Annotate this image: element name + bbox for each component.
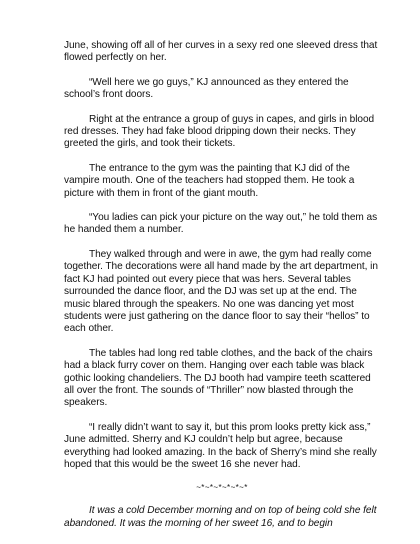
paragraph-3: Right at the entrance a group of guys in capes, and girls in blood red dresses. They had fake blood dripping down their necks. They greeted the girls, and took their tickets. (64, 113, 375, 150)
section-separator: ~*~*~*~*~*~* (196, 483, 248, 493)
paragraph-5: “You ladies can pick your picture on the way out,” he told them as he handed them a number. (64, 212, 378, 236)
paragraph-8: “I really didn’t want to say it, but this prom looks pretty kick ass,” June admitted. Sherry and KJ couldn’t help but agree, because everything had looked amazing. In the back of Sherry’s mind she really hoped that this would be the sweet 16 she never had. (64, 421, 377, 470)
italic-paragraph: It was a cold December morning and on top of being cold she felt abandoned. It was the morning of her sweet 16, and to begin (64, 505, 377, 529)
paragraph-1: June, showing off all of her curves in a sexy red one sleeved dress that flowed perfectly on her. (64, 40, 378, 64)
paragraph-6: They walked through and were in awe, the gym had really come together. The decorations were all hand made by the art department, in fact KJ had pointed out every piece that was hers. Several tables surrounded the dance floor, and the DJ was set up at the end. The music blared through the speakers. No one was dancing yet most students were just gathering on the dance floor to say their “hellos” to each other. (64, 248, 378, 335)
paragraph-4: The entrance to the gym was the painting that KJ did of the vampire mouth. One of the teachers had stopped them. He took a picture with them in front of the giant mouth. (64, 162, 355, 199)
paragraph-2: “Well here we go guys,” KJ announced as they entered the school’s front doors. (64, 76, 349, 101)
paragraph-7: The tables had long red table clothes, and the back of the chairs had a black furry cover on them. Hanging over each table was black gothic looking chandeliers. The DJ booth had vampire teeth scattered all over the front. The sounds of “Thriller” now blasted through the speakers. (64, 347, 373, 409)
